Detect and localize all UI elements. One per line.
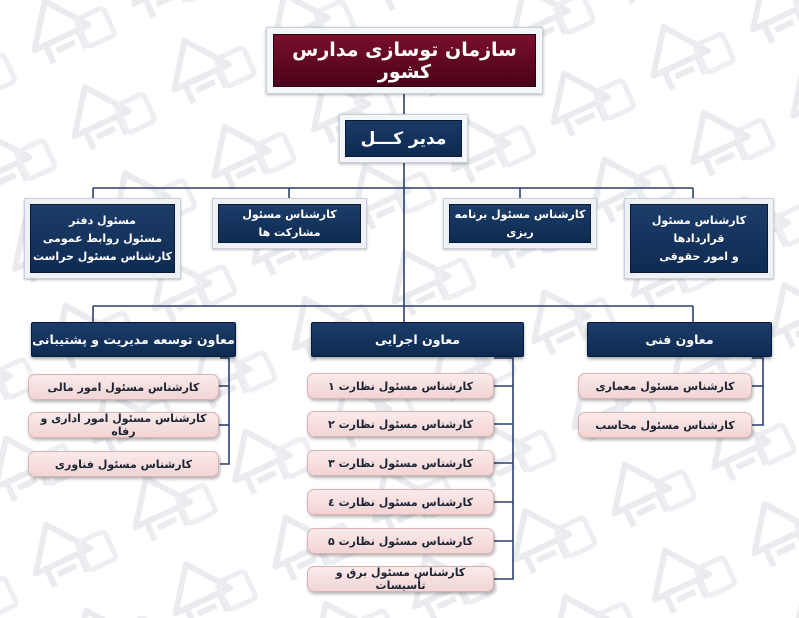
staff-contracts-text — [630, 204, 768, 273]
staff-contracts-line: و امور حقوقی — [659, 249, 739, 263]
technical-item: کارشناس مسئول معماری — [578, 373, 752, 399]
staff-office-line: مسئول دفتر — [69, 213, 136, 227]
organization-title: سازمان توسازی مدارس کشور — [273, 34, 536, 87]
staff-partnership-text — [218, 204, 361, 243]
executive-item: کارشناس مسئول نظارت ۵ — [307, 528, 494, 554]
deputy-executive: معاون اجرایی — [311, 322, 524, 357]
staff-office-line: کارشناس مسئول حراست — [32, 249, 173, 263]
executive-item: کارشناس مسئول برق و تأسیسات — [307, 566, 494, 592]
executive-item: کارشناس مسئول نظارت ۲ — [307, 411, 494, 437]
support-item: کارشناس مسئول امور اداری و رفاه — [28, 412, 219, 438]
executive-item: کارشناس مسئول نظارت ۱ — [307, 373, 494, 399]
staff-box-contracts — [624, 198, 774, 279]
staff-contracts-line: کارشناس مسئول قراردادها — [651, 213, 747, 245]
staff-partnership-line: کارشناس مسئول مشارکت ها — [242, 207, 337, 239]
executive-item: کارشناس مسئول نظارت ٤ — [307, 489, 494, 515]
director-label: مدیر کـــل — [345, 120, 462, 157]
staff-planning-text — [449, 204, 591, 243]
support-item: کارشناس مسئول امور مالی — [28, 374, 219, 400]
technical-item: کارشناس مسئول محاسب — [578, 412, 752, 438]
staff-box-office — [24, 198, 181, 279]
staff-box-planning — [443, 198, 597, 249]
deputy-technical: معاون فنی — [587, 322, 772, 357]
staff-office-line: مسئول روابط عمومی — [42, 231, 163, 245]
executive-item: کارشناس مسئول نظارت ۳ — [307, 450, 494, 476]
deputy-support: معاون توسعه مدیریت و پشتیبانی — [31, 322, 236, 357]
director-box — [339, 114, 468, 163]
staff-planning-line: کارشناس مسئول برنامه ریزی — [454, 207, 586, 239]
support-item: کارشناس مسئول فناوری — [28, 451, 219, 477]
organization-title-box — [266, 27, 543, 94]
staff-box-partnership — [212, 198, 367, 249]
staff-office-text — [30, 204, 175, 273]
